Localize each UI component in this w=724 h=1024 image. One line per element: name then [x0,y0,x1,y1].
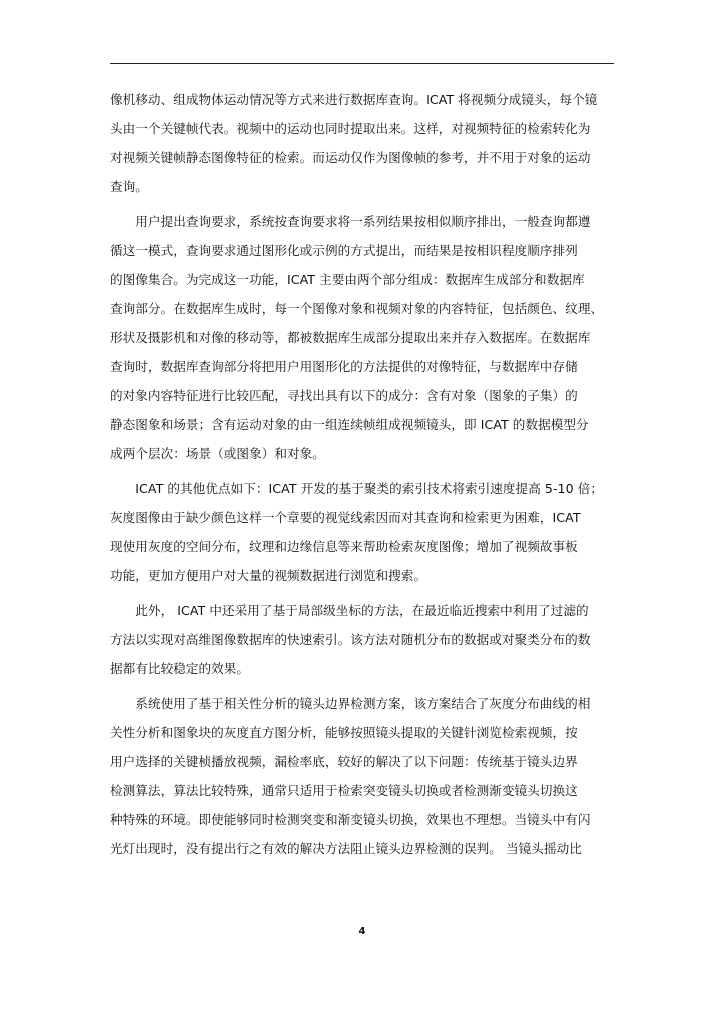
document-body [110,90,616,868]
text-line: 形状及摄影机和对像的移动等，都被数据库生成部分提取出来并存入数据库。在数据库 [110,330,591,345]
text-line: 查询时，数据库查询部分将把用户用图形化的方法提供的对像特征，与数据库中存储 [110,359,578,374]
text-line: ICAT 的其他优点如下：ICAT 开发的基于聚类的索引技术将索引速度提高 5-10 倍； [110,481,604,496]
paragraph [110,601,616,679]
text-line: 关性分析和图象块的灰度直方图分析，能够按照镜头提取的关键针浏览检索视频，按 [110,725,578,740]
text-line: 头由一个关键帧代表。视频中的运动也同时提取出来。这样，对视频特征的检索转化为 [110,121,591,136]
paragraph [110,90,616,197]
paragraph [110,479,616,586]
text-line: 现使用灰度的空间分布，纹理和边缘信息等来帮助检索灰度图像；增加了视频故事板 [110,539,578,554]
text-line: 的图像集合。为完成这一功能，ICAT 主要由两个部分组成：数据库生成部分和数据库 [110,272,585,287]
text-line: 种特殊的环境。即使能够同时检测突变和渐变镜头切换，效果也不理想。当镜头中有闪 [110,812,591,827]
text-line: 灰度图像由于缺少颜色这样一个章要的视觉线索因而对其查询和检索更为困难，ICAT [110,510,581,525]
text-line: 功能，更加方便用户对大量的视频数据进行浏览和搜索。 [110,568,427,583]
paragraph [110,694,616,859]
text-line: 光灯出现时，没有提出行之有效的解决方法阻止镜头边界检测的误判。 当镜头摇动比 [110,841,582,856]
text-line: 方法以实现对高维图像数据库的快速索引。该方法对随机分布的数据或对聚类分布的数 [110,632,591,647]
text-line: 的对象内容特征进行比较匹配，寻找出具有以下的成分：含有对象（图象的子集）的 [110,388,578,403]
header-rule [110,63,614,64]
text-line: 用户选择的关键桢播放视频，漏检率底，较好的解决了以下问题：传统基于镜头边界 [110,754,578,769]
text-line: 成两个层次：场景（或图象）和对象。 [110,446,325,461]
text-line: 查询。 [110,179,148,194]
text-line: 此外， ICAT 中还采用了基于局部级坐标的方法，在最近临近搜索中利用了过滤的 [110,603,589,618]
text-line: 静态图象和场景；含有运动对象的由一组连续帧组成视频镜头，即 ICAT 的数据模型分 [110,417,589,432]
text-line: 据都有比较稳定的效果。 [110,661,250,676]
text-line: 检测算法，算法比较特殊，通常只适用于检索突变镜头切换或者检测渐变镜头切换这 [110,783,578,798]
text-line: 循这一模式，查询要求通过图形化或示例的方式提出，而结果是按相识程度顺序排列 [110,243,578,258]
text-line: 用户提出查询要求，系统按查询要求将一系列结果按相似顺序排出，一般查询都遵 [110,214,591,229]
text-line: 查询部分。在数据库生成时，每一个图像对象和视频对象的内容特征，包括颜色、纹理、 [110,301,604,316]
text-line: 对视频关键帧静态图像特征的检索。而运动仅作为图像帧的参考，并不用于对象的运动 [110,150,591,165]
text-line: 像机移动、组成物体运动情况等方式来进行数据库查询。ICAT 将视频分成镜头，每个镜 [110,92,598,107]
page-number: 4 [358,926,366,937]
text-line: 系统使用了基于相关性分析的镜头边界检测方案，该方案结合了灰度分布曲线的相 [110,696,591,711]
paragraph [110,212,616,464]
